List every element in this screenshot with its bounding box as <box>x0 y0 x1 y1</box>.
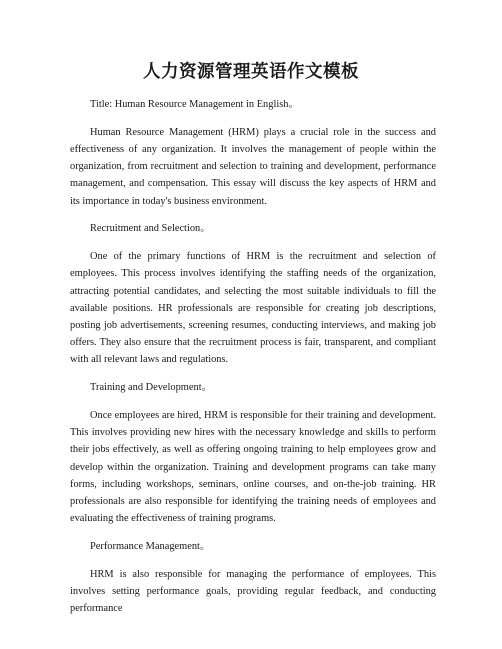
document-title: 人力资源管理英语作文模板 <box>143 62 359 82</box>
document-body <box>70 96 436 628</box>
section-heading-performance: Performance Management。 <box>90 541 211 553</box>
section-heading-recruitment: Recruitment and Selection。 <box>90 223 211 235</box>
performance-paragraph: HRM is also responsible for managing the performance of employees. This involves setting performance goals, providing regular feedback, and conducting performance <box>70 568 436 615</box>
intro-paragraph: Human Resource Management (HRM) plays a crucial role in the success and effectiveness of any organization. It involves the management of people within the organization, from recruitment and selection to training and development, performance management, and compensation. This essay will discuss the key aspects of HRM and its importance in today's business environment. <box>70 126 436 207</box>
section-heading-training: Training and Development。 <box>90 382 212 394</box>
recruitment-paragraph: One of the primary functions of HRM is the recruitment and selection of employees. This process involves identifying the staffing needs of the organization, attracting potential candidates, and selecting the most suitable individuals to fill the available positions. HR professionals are responsible for creating job descriptions, posting job advertisements, screening resumes, conducting interviews, and making job offers. They also ensure that the recruitment process is fair, transparent, and compliant with all relevant laws and regulations. <box>70 251 436 366</box>
essay-title-line: Title: Human Resource Management in English。 <box>90 99 299 110</box>
training-paragraph: Once employees are hired, HRM is responsible for their training and development. This involves providing new hires with the necessary knowledge and skills to perform their jobs effectively, as well as offering ongoing training to help employees grow and develop within the organization. Training and development programs can take many forms, including workshops, seminars, online courses, and on-the-job training. HR professionals are also responsible for identifying the training needs of employees and evaluating the effectiveness of training programs. <box>70 410 436 525</box>
